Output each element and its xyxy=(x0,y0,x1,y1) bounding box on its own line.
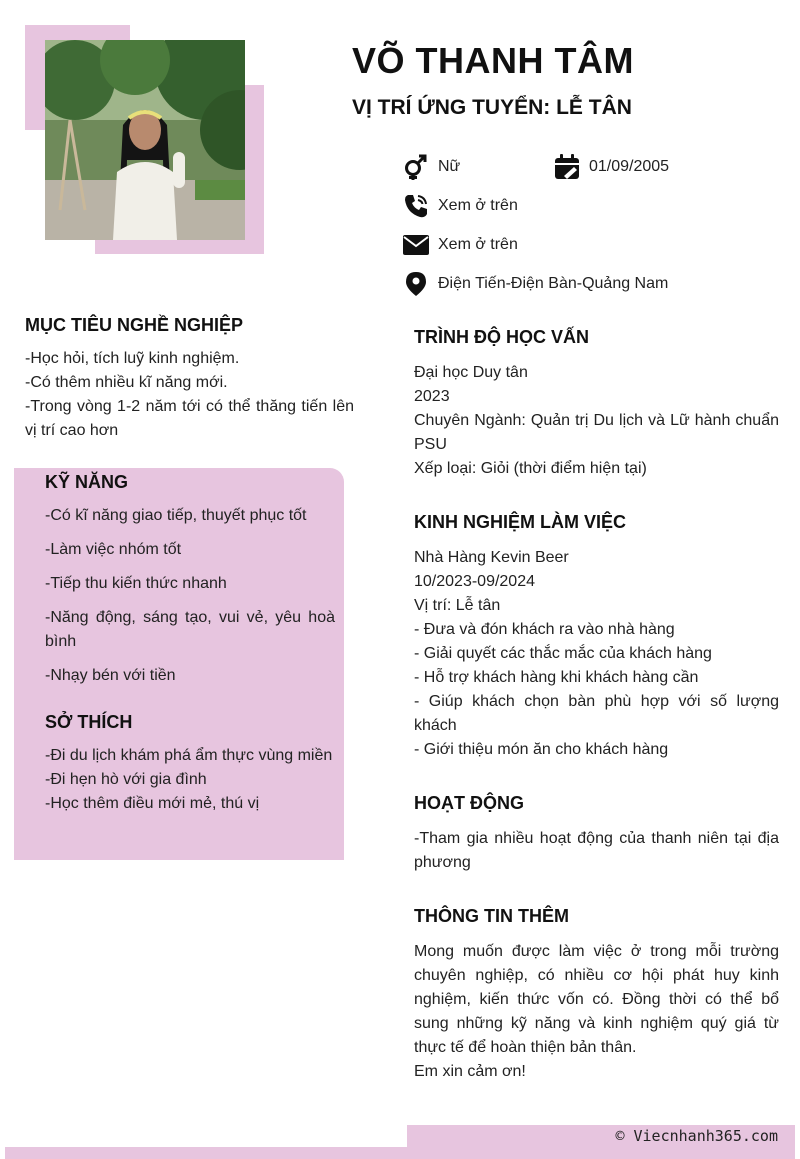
experience-line: - Giúp khách chọn bàn phù hợp với số lượng khách xyxy=(414,693,779,734)
footer-credit: © Viecnhanh365.com xyxy=(615,1127,778,1145)
additional-content xyxy=(414,940,779,1084)
activities-title: HOẠT ĐỘNG xyxy=(414,793,524,813)
contact-address xyxy=(402,271,668,297)
address-value: Điện Tiến-Điện Bàn-Quảng Nam xyxy=(438,275,669,292)
activity-line: -Tham gia nhiều hoạt động của thanh niên tại địa phương xyxy=(414,830,779,871)
hobby-item: -Đi du lịch khám phá ẩm thực vùng miền xyxy=(45,747,333,764)
activities-content xyxy=(414,827,779,875)
applied-position: VỊ TRÍ ỨNG TUYỂN: LỄ TÂN xyxy=(352,96,632,119)
skill-item: -Năng động, sáng tạo, vui vẻ, yêu hoà bình xyxy=(45,609,335,650)
email-value: Xem ở trên xyxy=(438,236,518,253)
skill-item: -Nhạy bén với tiền xyxy=(45,667,176,684)
skill-item: -Làm việc nhóm tốt xyxy=(45,541,182,558)
hobbies-title: SỞ THÍCH xyxy=(45,712,133,732)
education-line: Đại học Duy tân xyxy=(414,364,528,381)
additional-paragraph: Mong muốn được làm việc ở trong mỗi trường chuyên nghiệp, có nhiều cơ hội phát huy kinh nghiệm, kiến thức vốn có. Đồng thời có thể bổ sung những kỹ năng và kinh nghiệm quý giá từ thực tế để hoàn thiện bản thân. xyxy=(414,943,779,1056)
experience-content xyxy=(414,546,779,762)
contact-email xyxy=(402,232,518,258)
skills-list xyxy=(45,504,335,698)
candidate-name: VÕ THANH TÂM xyxy=(352,40,634,81)
experience-line: 10/2023-09/2024 xyxy=(414,573,535,590)
experience-line: - Đưa và đón khách ra vào nhà hàng xyxy=(414,621,675,638)
education-line: Chuyên Ngành: Quản trị Du lịch và Lữ hành chuẩn PSU xyxy=(414,412,779,453)
experience-line: - Giải quyết các thắc mắc của khách hàng xyxy=(414,645,712,662)
education-title: TRÌNH ĐỘ HỌC VẤN xyxy=(414,327,589,347)
objective-content xyxy=(25,347,354,443)
education-content xyxy=(414,361,779,481)
objective-line: -Học hỏi, tích luỹ kinh nghiệm. xyxy=(25,350,240,367)
gender-icon xyxy=(402,154,430,180)
calendar-icon xyxy=(553,154,581,180)
skills-title: KỸ NĂNG xyxy=(45,472,129,492)
experience-line: - Giới thiệu món ăn cho khách hàng xyxy=(414,741,669,758)
skill-item: -Có kĩ năng giao tiếp, thuyết phục tốt xyxy=(45,507,307,524)
contact-phone xyxy=(402,193,518,219)
objective-title: MỤC TIÊU NGHỀ NGHIỆP xyxy=(25,315,244,335)
location-pin-icon xyxy=(402,271,430,297)
envelope-icon xyxy=(402,232,430,258)
education-line: 2023 xyxy=(414,388,450,405)
gender-value: Nữ xyxy=(438,158,461,175)
experience-title: KINH NGHIỆM LÀM VIỆC xyxy=(414,512,627,532)
skill-item: -Tiếp thu kiến thức nhanh xyxy=(45,575,227,592)
experience-line: - Hỗ trợ khách hàng khi khách hàng cần xyxy=(414,669,699,686)
profile-photo xyxy=(45,40,245,240)
objective-line: -Có thêm nhiều kĩ năng mới. xyxy=(25,374,228,391)
hobbies-list xyxy=(45,744,334,816)
additional-title: THÔNG TIN THÊM xyxy=(414,906,569,926)
contact-birthdate xyxy=(553,154,669,180)
phone-icon xyxy=(402,193,430,219)
hobby-item: -Đi hẹn hò với gia đình xyxy=(45,771,207,788)
experience-line: Vị trí: Lễ tân xyxy=(414,597,501,614)
birthdate-value: 01/09/2005 xyxy=(589,158,670,175)
experience-line: Nhà Hàng Kevin Beer xyxy=(414,549,569,566)
phone-value: Xem ở trên xyxy=(438,197,518,214)
objective-line: -Trong vòng 1-2 năm tới có thể thăng tiến lên vị trí cao hơn xyxy=(25,398,354,439)
education-line: Xếp loại: Giỏi (thời điểm hiện tại) xyxy=(414,460,647,477)
additional-thanks: Em xin cảm ơn! xyxy=(414,1063,526,1080)
contact-gender xyxy=(402,154,460,180)
hobby-item: -Học thêm điều mới mẻ, thú vị xyxy=(45,795,260,812)
